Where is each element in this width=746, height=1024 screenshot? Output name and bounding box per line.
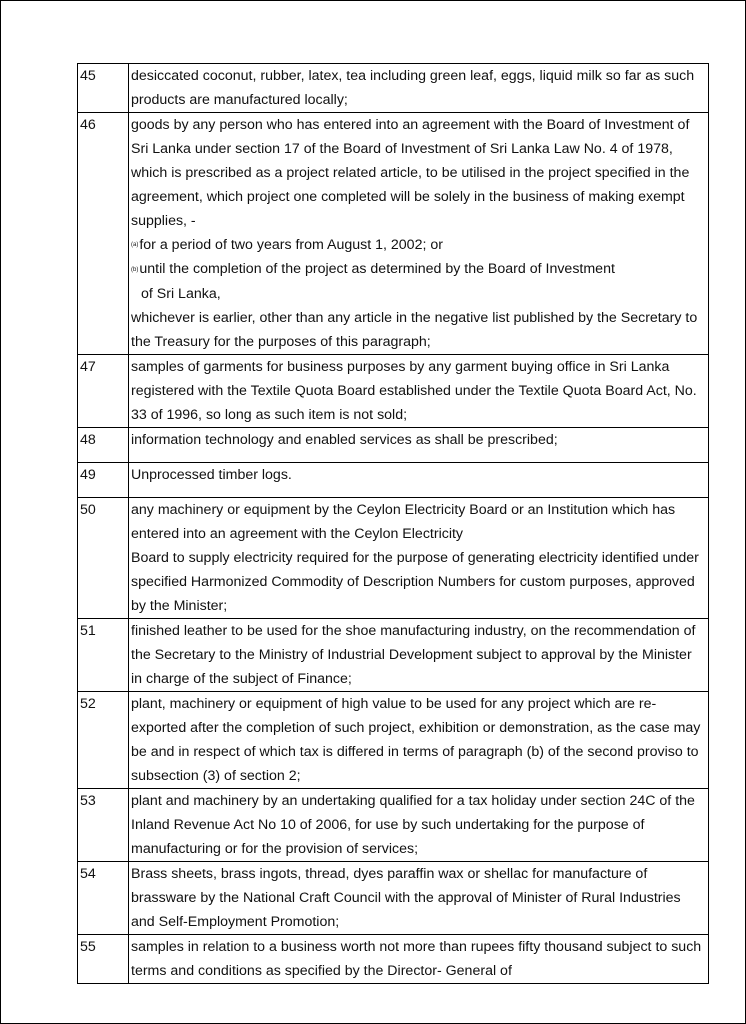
table-row <box>78 497 709 618</box>
item-number: 52 <box>78 691 129 788</box>
item-description <box>129 113 709 355</box>
item-number: 48 <box>78 427 129 462</box>
clause-marker: (b) <box>131 266 139 273</box>
table-row <box>78 113 709 355</box>
item-description: desiccated coconut, rubber, latex, tea including green leaf, eggs, liquid milk so far as such products are manufactured locally; <box>129 64 709 113</box>
item-text: Board to supply electricity required for the purpose of generating electricity identified under specified Harmonized Commodity of Description Numbers for custom purposes, approved by the Minister; <box>131 549 699 614</box>
table-row <box>78 427 709 462</box>
item-clause <box>131 233 706 257</box>
table-row <box>78 618 709 691</box>
item-description: samples of garments for business purposes by any garment buying office in Sri Lanka registered with the Textile Quota Board established under the Textile Quota Board Act, No. 33 of 1996, so long as such item is not sold; <box>129 354 709 427</box>
clause-text: until the completion of the project as determined by the Board of Investment <box>139 261 615 278</box>
item-description: finished leather to be used for the shoe manufacturing industry, on the recommendation of the Secretary to the Ministry of Industrial Development subject to approval by the Minister in charge of the subject of Finance; <box>129 618 709 691</box>
item-description: samples in relation to a business worth not more than rupees fifty thousand subject to such terms and conditions as specified by the Director- General of <box>129 934 709 983</box>
clause-text: for a period of two years from August 1, 2002; or <box>139 237 443 253</box>
item-description: Unprocessed timber logs. <box>129 462 709 497</box>
table-row <box>78 861 709 934</box>
item-number: 53 <box>78 788 129 861</box>
table-row <box>78 788 709 861</box>
exempt-items-table <box>77 63 709 984</box>
item-number: 55 <box>78 934 129 983</box>
table-row <box>78 462 709 497</box>
item-clause <box>131 257 706 281</box>
item-number: 47 <box>78 354 129 427</box>
item-number: 46 <box>78 113 129 355</box>
table-row <box>78 354 709 427</box>
item-description: Brass sheets, brass ingots, thread, dyes paraffin wax or shellac for manufacture of brassware by the National Craft Council with the approval of Minister of Rural Industries and Self-Employment Promotion; <box>129 861 709 934</box>
table-row <box>78 691 709 788</box>
item-number: 51 <box>78 618 129 691</box>
clause-continuation: of Sri Lanka, <box>141 285 221 302</box>
table-row <box>78 64 709 113</box>
item-text: any machinery or equipment by the Ceylon Electricity Board or an Institution which has entered into an agreement with the Ceylon Electricity <box>131 501 676 542</box>
item-description <box>129 497 709 618</box>
item-number: 49 <box>78 462 129 497</box>
clause-marker: (a) <box>131 242 139 249</box>
item-text: whichever is earlier, other than any article in the negative list published by the Secretary to the Treasury for the purposes of this paragraph; <box>131 309 698 350</box>
item-description: plant and machinery by an undertaking qualified for a tax holiday under section 24C of the Inland Revenue Act No 10 of 2006, for use by such undertaking for the purpose of manufacturing or for the provision of services; <box>129 788 709 861</box>
item-number: 54 <box>78 861 129 934</box>
item-text: goods by any person who has entered into an agreement with the Board of Investment of Sri Lanka under section 17 of the Board of Investment of Sri Lanka Law No. 4 of 1978, which is prescribed as a project related article, to be utilised in the project specified in the agreement, which project one completed will be solely in the business of making exempt supplies, - <box>131 117 690 229</box>
item-description: plant, machinery or equipment of high value to be used for any project which are re-exported after the completion of such project, exhibition or demonstration, as the case may be and in respect of which tax is differed in terms of paragraph (b) of the second proviso to subsection (3) of section 2; <box>129 691 709 788</box>
item-description: information technology and enabled services as shall be prescribed; <box>129 427 709 462</box>
item-number: 50 <box>78 497 129 618</box>
table-row <box>78 934 709 983</box>
item-number: 45 <box>78 64 129 113</box>
